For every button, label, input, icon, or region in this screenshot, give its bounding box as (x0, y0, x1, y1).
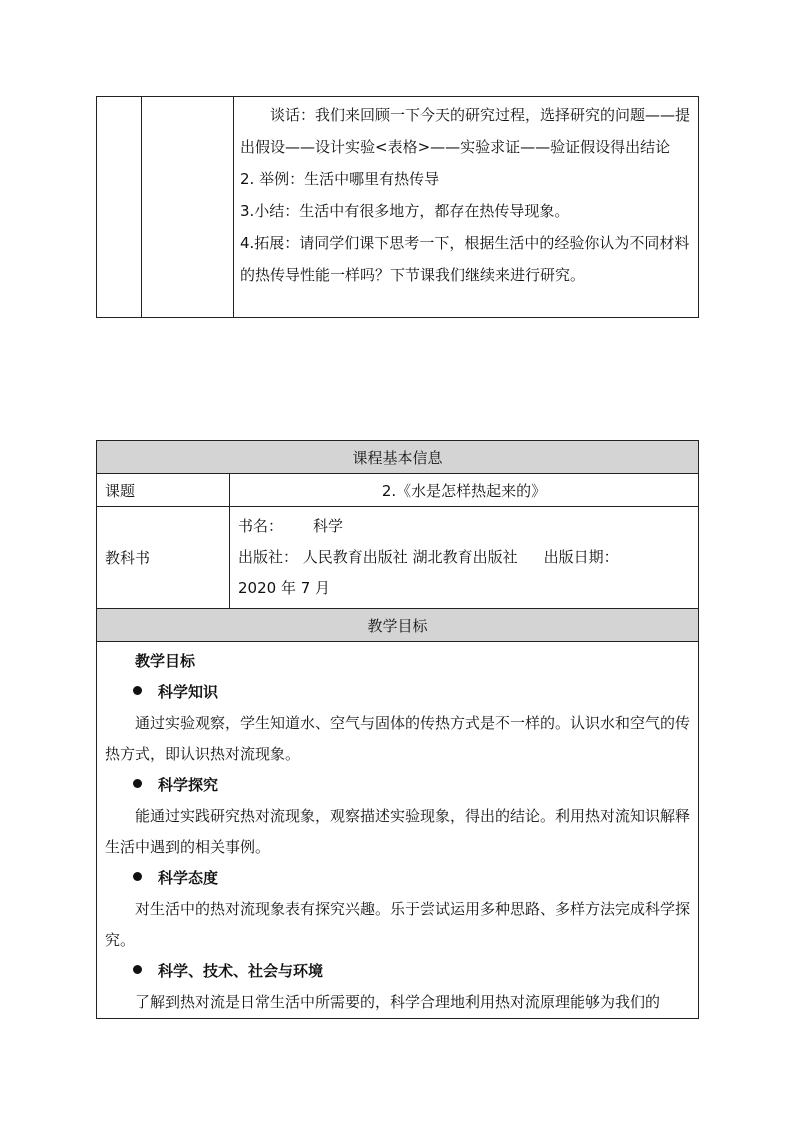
section-text: 能通过实践研究热对流现象，观察描述实验现象，得出的结论。利用热对流知识解释生活中遇到的相关事例。 (105, 807, 691, 856)
date-value: 2020 年 7 月 (238, 579, 331, 597)
goals-cell (97, 642, 699, 1019)
process-cell (234, 97, 699, 318)
course-info-header: 课程基本信息 (97, 441, 699, 474)
review-text: 谈话：我们来回顾一下今天的研究过程，选择研究的问题——提出假设——设计实验<表格>——实验求证——验证假设得出结论 (240, 106, 691, 156)
goals-header: 教学目标 (97, 609, 699, 642)
bullet-icon (133, 965, 142, 974)
section-heading: 科学、技术、社会与环境 (105, 956, 692, 987)
publisher-value: 人民教育出版社 湖北教育出版社 (302, 548, 518, 566)
summary-text: 3.小结：生活中有很多地方，都存在热传导现象。 (240, 202, 570, 220)
book-name-label: 书名： (238, 517, 284, 535)
course-info-table (96, 440, 699, 1019)
section-text: 通过实验观察，学生知道水、空气与固体的传热方式是不一样的。认识水和空气的传热方式，即认识热对流现象。 (105, 714, 691, 763)
book-name-line (238, 511, 690, 542)
textbook-info (230, 507, 699, 609)
section-heading: 科学探究 (105, 770, 692, 801)
section-heading: 科学知识 (105, 677, 692, 708)
publisher-label: 出版社： (238, 548, 299, 566)
section-text: 对生活中的热对流现象表有探究兴趣。乐于尝试运用多种思路、多样方法完成科学探究。 (105, 900, 691, 949)
section-heading: 科学态度 (105, 863, 692, 894)
title-value: 2.《水是怎样热起来的》 (230, 474, 699, 507)
bullet-icon (133, 686, 142, 695)
goals-title: 教学目标 (135, 652, 196, 670)
date-label: 出版日期： (543, 548, 619, 566)
bullet-icon (133, 872, 142, 881)
empty-cell-1 (97, 97, 142, 318)
textbook-label: 教科书 (97, 507, 230, 609)
bullet-icon (133, 779, 142, 788)
title-label: 课题 (97, 474, 230, 507)
publisher-line (238, 542, 690, 573)
lesson-process-table (96, 96, 699, 318)
book-name-value: 科学 (313, 517, 344, 535)
empty-cell-2 (142, 97, 234, 318)
extension-text: 4.拓展：请同学们课下思考一下，根据生活中的经验你认为不同材料的热传导性能一样吗？下节课我们继续来进行研究。 (240, 234, 690, 284)
example-text: 2. 举例：生活中哪里有热传导 (240, 170, 440, 188)
section-text: 了解到热对流是日常生活中所需要的，科学合理地利用热对流原理能够为我们的 (135, 993, 661, 1011)
